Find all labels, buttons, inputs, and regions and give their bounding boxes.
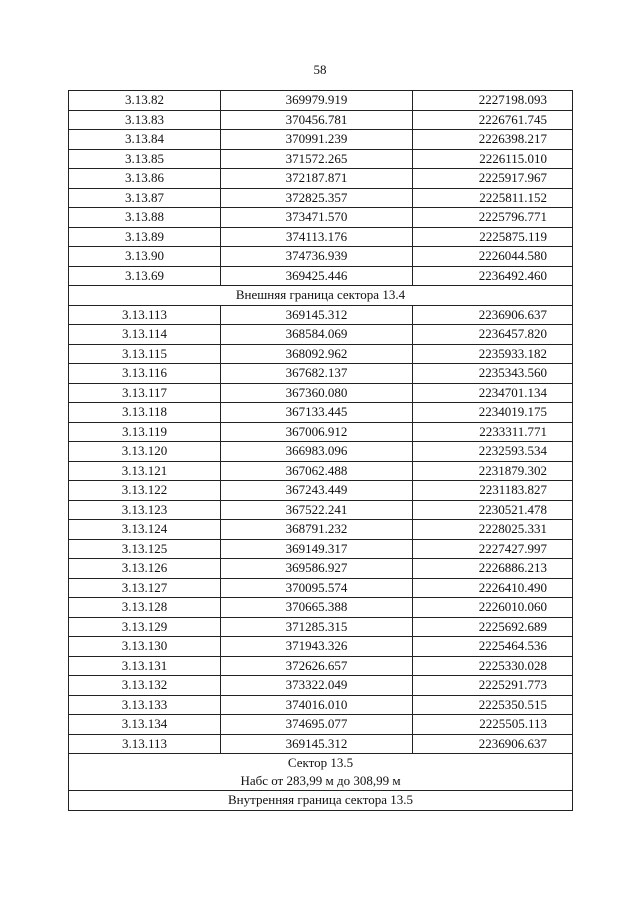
point-id-cell: 3.13.128 [69,598,221,618]
table-row [69,91,573,111]
x-coordinate-cell: 369586.927 [221,559,413,579]
point-id-cell: 3.13.90 [69,247,221,267]
y-coordinate-cell: 2236457.820 [413,325,573,345]
section-title-outer-13-4: Внешняя граница сектора 13.4 [69,286,573,306]
y-coordinate-cell: 2226010.060 [413,598,573,618]
y-coordinate-cell: 2228025.331 [413,520,573,540]
point-id-cell: 3.13.120 [69,442,221,462]
block-2-rows [69,305,573,754]
point-id-cell: 3.13.114 [69,325,221,345]
sector-title: Сектор 13.5 [287,755,354,770]
x-coordinate-cell: 368791.232 [221,520,413,540]
x-coordinate-cell: 367682.137 [221,364,413,384]
table-row [69,110,573,130]
point-id-cell: 3.13.134 [69,715,221,735]
y-coordinate-cell: 2236906.637 [413,305,573,325]
point-id-cell: 3.13.89 [69,227,221,247]
point-id-cell: 3.13.69 [69,266,221,286]
table-row [69,422,573,442]
x-coordinate-cell: 370456.781 [221,110,413,130]
y-coordinate-cell: 2226044.580 [413,247,573,267]
x-coordinate-cell: 370665.388 [221,598,413,618]
point-id-cell: 3.13.83 [69,110,221,130]
y-coordinate-cell: 2234019.175 [413,403,573,423]
sector-13-5-cell [69,754,573,791]
x-coordinate-cell: 367243.449 [221,481,413,501]
table-row [69,383,573,403]
x-coordinate-cell: 369145.312 [221,305,413,325]
table-row [69,520,573,540]
x-coordinate-cell: 374695.077 [221,715,413,735]
x-coordinate-cell: 367522.241 [221,500,413,520]
x-coordinate-cell: 367006.912 [221,422,413,442]
y-coordinate-cell: 2226761.745 [413,110,573,130]
y-coordinate-cell: 2225917.967 [413,169,573,189]
point-id-cell: 3.13.85 [69,149,221,169]
point-id-cell: 3.13.125 [69,539,221,559]
y-coordinate-cell: 2235343.560 [413,364,573,384]
table-row [69,637,573,657]
point-id-cell: 3.13.129 [69,617,221,637]
table-row [69,695,573,715]
x-coordinate-cell: 370991.239 [221,130,413,150]
y-coordinate-cell: 2225350.515 [413,695,573,715]
y-coordinate-cell: 2234701.134 [413,383,573,403]
table-row [69,461,573,481]
y-coordinate-cell: 2225464.536 [413,637,573,657]
x-coordinate-cell: 371572.265 [221,149,413,169]
x-coordinate-cell: 369979.919 [221,91,413,111]
x-coordinate-cell: 368584.069 [221,325,413,345]
coordinates-table [68,90,573,811]
table-row [69,442,573,462]
section-header-outer-13-4 [69,286,573,306]
page-number: 58 [313,62,327,77]
point-id-cell: 3.13.133 [69,695,221,715]
table-row [69,188,573,208]
y-coordinate-cell: 2233311.771 [413,422,573,442]
table-row [69,676,573,696]
x-coordinate-cell: 374016.010 [221,695,413,715]
table-row [69,227,573,247]
point-id-cell: 3.13.123 [69,500,221,520]
point-id-cell: 3.13.117 [69,383,221,403]
x-coordinate-cell: 372825.357 [221,188,413,208]
table-row [69,169,573,189]
point-id-cell: 3.13.132 [69,676,221,696]
x-coordinate-cell: 366983.096 [221,442,413,462]
point-id-cell: 3.13.122 [69,481,221,501]
y-coordinate-cell: 2225875.119 [413,227,573,247]
y-coordinate-cell: 2236492.460 [413,266,573,286]
table-row [69,344,573,364]
y-coordinate-cell: 2230521.478 [413,500,573,520]
point-id-cell: 3.13.118 [69,403,221,423]
x-coordinate-cell: 373471.570 [221,208,413,228]
x-coordinate-cell: 367360.080 [221,383,413,403]
x-coordinate-cell: 373322.049 [221,676,413,696]
y-coordinate-cell: 2232593.534 [413,442,573,462]
table-row [69,247,573,267]
y-coordinate-cell: 2231183.827 [413,481,573,501]
table-row [69,539,573,559]
table-row [69,598,573,618]
y-coordinate-cell: 2225505.113 [413,715,573,735]
table-row [69,130,573,150]
x-coordinate-cell: 371943.326 [221,637,413,657]
table-row [69,266,573,286]
x-coordinate-cell: 367062.488 [221,461,413,481]
y-coordinate-cell: 2226115.010 [413,149,573,169]
sector-row [69,754,573,791]
y-coordinate-cell: 2225330.028 [413,656,573,676]
y-coordinate-cell: 2226398.217 [413,130,573,150]
x-coordinate-cell: 374736.939 [221,247,413,267]
table-row [69,656,573,676]
x-coordinate-cell: 372187.871 [221,169,413,189]
x-coordinate-cell: 372626.657 [221,656,413,676]
table-row [69,364,573,384]
section-row [69,791,573,811]
table-row [69,734,573,754]
table-row [69,578,573,598]
y-coordinate-cell: 2227427.997 [413,539,573,559]
block-1-rows [69,91,573,286]
table-row [69,481,573,501]
y-coordinate-cell: 2225692.689 [413,617,573,637]
point-id-cell: 3.13.82 [69,91,221,111]
table-row [69,617,573,637]
sector-13-5-header [69,754,573,811]
table-row [69,403,573,423]
table-row [69,149,573,169]
point-id-cell: 3.13.121 [69,461,221,481]
table-row [69,208,573,228]
point-id-cell: 3.13.87 [69,188,221,208]
y-coordinate-cell: 2225291.773 [413,676,573,696]
y-coordinate-cell: 2236906.637 [413,734,573,754]
table-row [69,325,573,345]
y-coordinate-cell: 2226410.490 [413,578,573,598]
point-id-cell: 3.13.131 [69,656,221,676]
point-id-cell: 3.13.119 [69,422,221,442]
point-id-cell: 3.13.130 [69,637,221,657]
x-coordinate-cell: 369145.312 [221,734,413,754]
point-id-cell: 3.13.116 [69,364,221,384]
x-coordinate-cell: 370095.574 [221,578,413,598]
y-coordinate-cell: 2227198.093 [413,91,573,111]
table-row [69,305,573,325]
table-row [69,715,573,735]
x-coordinate-cell: 369149.317 [221,539,413,559]
x-coordinate-cell: 374113.176 [221,227,413,247]
point-id-cell: 3.13.113 [69,734,221,754]
point-id-cell: 3.13.113 [69,305,221,325]
x-coordinate-cell: 369425.446 [221,266,413,286]
point-id-cell: 3.13.126 [69,559,221,579]
point-id-cell: 3.13.124 [69,520,221,540]
x-coordinate-cell: 367133.445 [221,403,413,423]
section-title-inner-13-5: Внутренняя граница сектора 13.5 [69,791,573,811]
y-coordinate-cell: 2235933.182 [413,344,573,364]
y-coordinate-cell: 2231879.302 [413,461,573,481]
y-coordinate-cell: 2226886.213 [413,559,573,579]
table-row [69,500,573,520]
y-coordinate-cell: 2225811.152 [413,188,573,208]
point-id-cell: 3.13.127 [69,578,221,598]
y-coordinate-cell: 2225796.771 [413,208,573,228]
point-id-cell: 3.13.86 [69,169,221,189]
point-id-cell: 3.13.84 [69,130,221,150]
x-coordinate-cell: 371285.315 [221,617,413,637]
x-coordinate-cell: 368092.962 [221,344,413,364]
sector-height-range: Набс от 283,99 м до 308,99 м [240,773,401,788]
table-row [69,559,573,579]
point-id-cell: 3.13.115 [69,344,221,364]
point-id-cell: 3.13.88 [69,208,221,228]
section-row [69,286,573,306]
